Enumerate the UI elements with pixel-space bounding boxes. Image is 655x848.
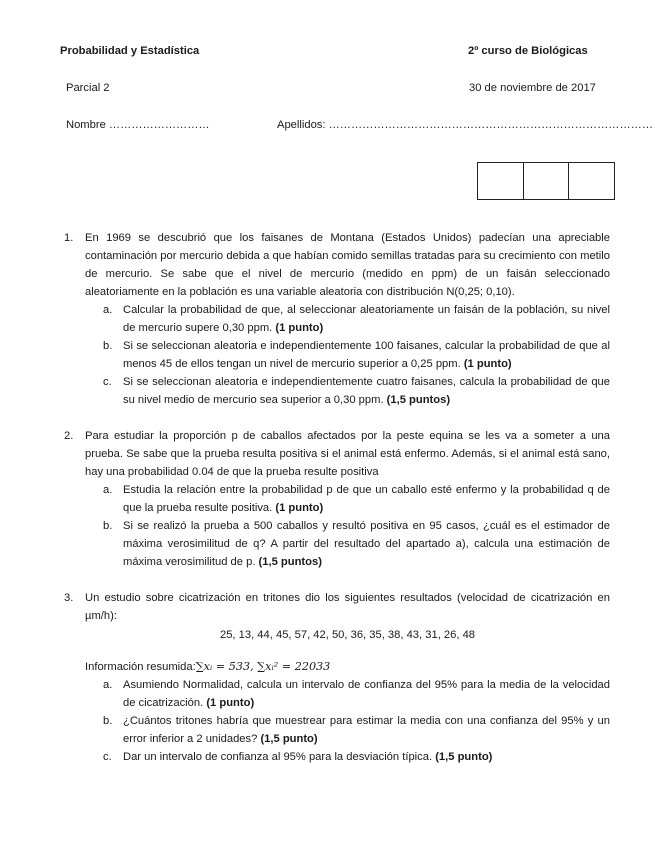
name-field: Nombre ……………………… <box>66 119 210 131</box>
sub-question-text: Asumiendo Normalidad, calcula un intervalo de confianza del 95% para la media de la velocidad de cicatrización. <box>123 679 610 709</box>
points-label: (1 punto) <box>463 358 512 370</box>
sub-question-label: a. <box>103 484 113 496</box>
sub-question-a <box>103 481 610 517</box>
problem-1 <box>64 229 610 409</box>
sub-question-a <box>103 676 610 712</box>
points-label: (1 punto) <box>275 502 324 514</box>
sub-question-label: b. <box>103 340 113 352</box>
summary-label: Información resumida: <box>85 661 196 673</box>
sub-question-text: Dar un intervalo de confianza al 95% para la desviación típica. <box>123 751 433 763</box>
summary-formula: ∑xᵢ = 533, ∑xᵢ² = 22033 <box>195 660 331 673</box>
summary-info <box>85 658 610 676</box>
points-label: (1,5 puntos) <box>258 556 322 568</box>
sub-question-text: ¿Cuántos tritones habría que muestrear para estimar la media con una confianza del 95% y un error inferior a 2 unidades? <box>123 715 610 745</box>
grade-cell <box>569 163 614 199</box>
problem-3 <box>64 589 610 766</box>
problem-2 <box>64 427 610 571</box>
sub-question-b <box>103 517 610 571</box>
sub-question-label: b. <box>103 715 113 727</box>
sub-question-text: Estudia la relación entre la probabilidad p de que un caballo esté enfermo y la probabilidad q de que la prueba resulte positiva. <box>123 484 610 514</box>
sub-question-label: c. <box>103 376 112 388</box>
grade-cell <box>478 163 524 199</box>
problem-statement: Para estudiar la proporción p de caballos afectados por la peste equina se les va a someter a una prueba. Se sabe que la prueba resulta positiva si el animal está enfermo. Además, si el animal está sano, hay una probabilidad 0.04 de que la prueba resulte positiva <box>85 430 610 478</box>
points-label: (1 punto) <box>206 697 255 709</box>
sub-question-c <box>103 373 610 409</box>
grade-table <box>477 162 615 200</box>
problem-number: 2. <box>64 430 74 442</box>
problem-statement: Un estudio sobre cicatrización en tritones dio los siguientes resultados (velocidad de cicatrización en µm/h): <box>85 592 610 622</box>
points-label: (1,5 puntos) <box>386 394 451 406</box>
surname-field: Apellidos: …………………………………………………………………………… <box>277 119 654 131</box>
subject-title: Probabilidad y Estadística <box>60 45 200 57</box>
sub-question-label: a. <box>103 679 113 691</box>
problem-number: 1. <box>64 232 74 244</box>
sub-question-label: b. <box>103 520 113 532</box>
sub-question-b <box>103 337 610 373</box>
sub-question-text: Si se seleccionan aleatoria e independientemente cuatro faisanes, calcula la probabilidad de que su nivel medio de mercurio sea superior a 0,30 ppm. <box>123 376 610 406</box>
sub-question-label: c. <box>103 751 112 763</box>
sub-question-text: Si se seleccionan aleatoria e independientemente 100 faisanes, calcular la probabilidad de que al menos 45 de ellos tengan un nivel de mercurio superior a 0,25 ppm. <box>123 340 610 370</box>
exam-label: Parcial 2 <box>66 82 110 94</box>
grade-cell <box>524 163 570 199</box>
course-label: 2º curso de Biológicas <box>468 45 588 57</box>
problem-number: 3. <box>64 592 74 604</box>
sub-question-c <box>103 748 610 766</box>
points-label: (1,5 punto) <box>260 733 318 745</box>
points-label: (1 punto) <box>275 322 324 334</box>
sub-question-label: a. <box>103 304 113 316</box>
sub-question-text: Si se realizó la prueba a 500 caballos y resultó positiva en 95 casos, ¿cuál es el estimador de máxima verosimilitud de q? A partir del resultado del apartado a), calcula una estimación de máxima verosimilitud de p. <box>123 520 610 568</box>
points-label: (1,5 punto) <box>435 751 493 763</box>
sub-question-text: Calcular la probabilidad de que, al seleccionar aleatoriamente un faisán de la población, su nivel de mercurio supere 0,30 ppm. <box>123 304 610 334</box>
data-values: 25, 13, 44, 45, 57, 42, 50, 36, 35, 38, 43, 31, 26, 48 <box>219 629 476 641</box>
exam-date: 30 de noviembre de 2017 <box>469 82 596 94</box>
problem-statement: En 1969 se descubrió que los faisanes de Montana (Estados Unidos) padecían una apreciable contaminación por mercurio debida a que habían comido semillas tratadas para su crecimiento con metilo de mercurio. Se sabe que el nivel de mercurio (medido en ppm) de un faisán seleccionado aleatoriamente en la población es una variable aleatoria con distribución N(0,25; 0,10). <box>85 232 610 298</box>
sub-question-a <box>103 301 610 337</box>
sub-question-b <box>103 712 610 748</box>
